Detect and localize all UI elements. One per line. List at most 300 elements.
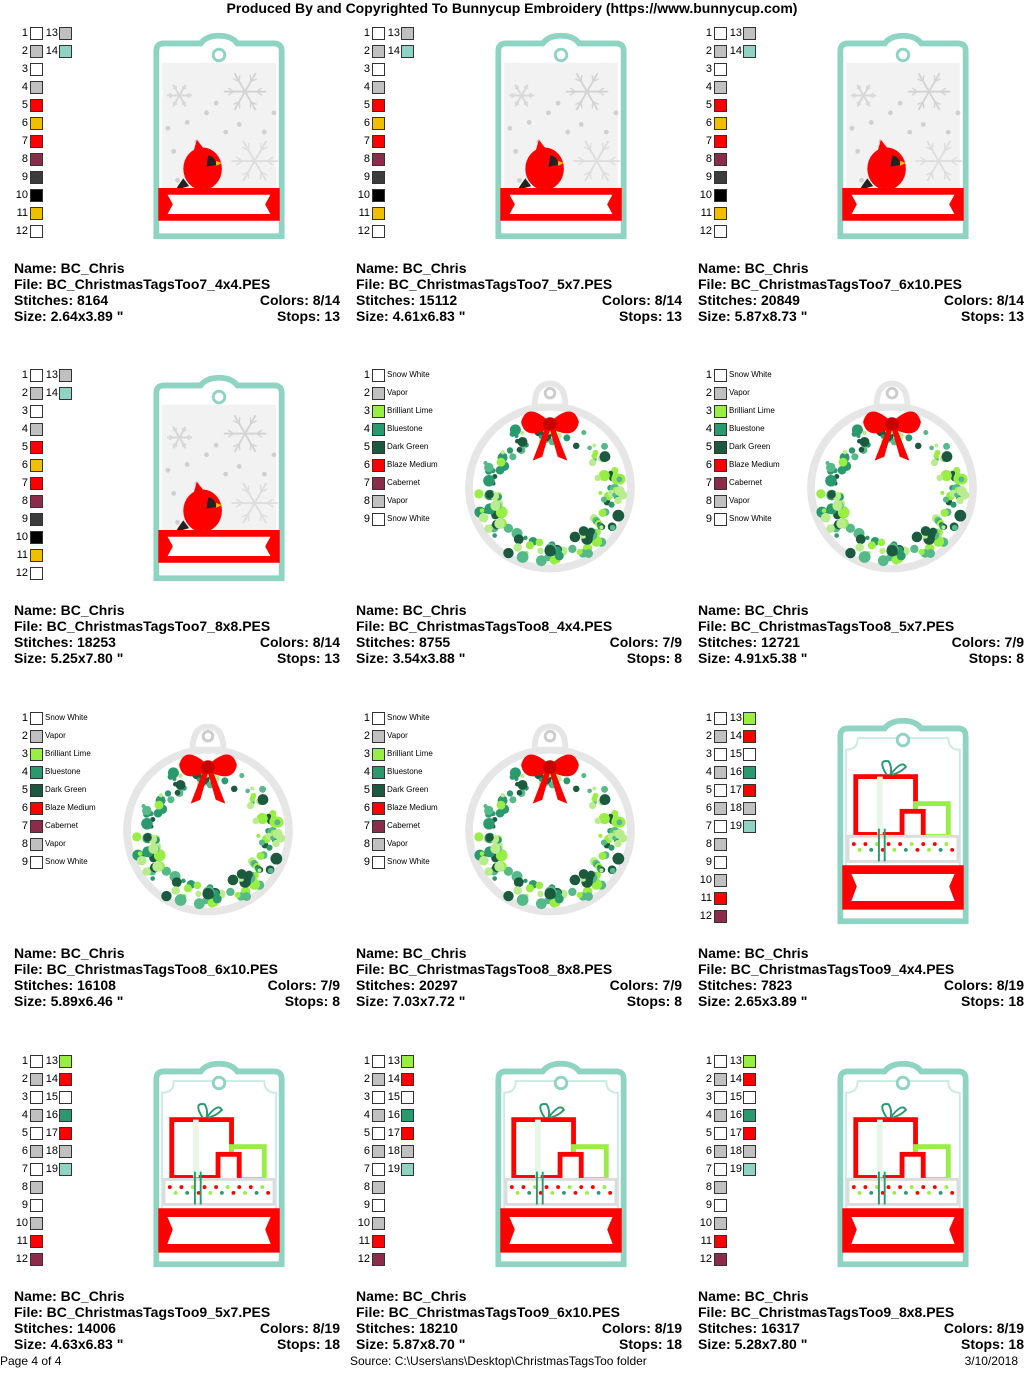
- palette-number: 18: [386, 1145, 400, 1158]
- palette-number: 9: [356, 513, 370, 526]
- palette-number: 1: [14, 369, 28, 382]
- color-swatch: [30, 549, 43, 562]
- palette-number: 17: [386, 1127, 400, 1140]
- color-swatch: [372, 495, 385, 508]
- design-size: Size: 5.87x8.70 ": [356, 1336, 465, 1352]
- palette-number: 2: [698, 730, 712, 743]
- palette-row: [356, 802, 476, 816]
- palette-number: 8: [356, 495, 370, 508]
- palette-row: [356, 387, 476, 401]
- palette-row: [356, 189, 476, 203]
- palette-row: [386, 1055, 446, 1069]
- stop-count: Stops: 13: [277, 650, 340, 666]
- palette-number: 6: [698, 459, 712, 472]
- palette-row: [44, 1127, 104, 1141]
- color-swatch: [401, 1091, 414, 1104]
- design-card: [14, 1054, 354, 1384]
- color-swatch: [401, 1055, 414, 1068]
- color-swatch: [372, 1163, 385, 1176]
- palette-number: 3: [698, 63, 712, 76]
- palette-number: 14: [386, 1073, 400, 1086]
- file-name: File: BC_ChristmasTagsToo8_4x4.PES: [356, 618, 612, 634]
- info-line: [698, 602, 1024, 618]
- color-swatch: [372, 63, 385, 76]
- palette-row: [728, 712, 788, 726]
- palette-row: [14, 405, 134, 419]
- design-size: Size: 4.63x6.83 ": [14, 1336, 123, 1352]
- color-swatch: [30, 748, 43, 761]
- palette-number: 2: [356, 1073, 370, 1086]
- palette-row: [14, 477, 134, 491]
- design-card: [14, 26, 354, 356]
- palette-row: [44, 1109, 104, 1123]
- palette-number: 19: [728, 820, 742, 833]
- color-swatch: [714, 99, 727, 112]
- color-swatch: [714, 1253, 727, 1266]
- color-swatch: [30, 1199, 43, 1212]
- palette-number: 14: [728, 45, 742, 58]
- thread-name: Bluestone: [387, 423, 423, 435]
- color-swatch: [372, 423, 385, 436]
- color-swatch: [743, 1145, 756, 1158]
- palette-number: 4: [698, 1109, 712, 1122]
- palette-row: [14, 856, 134, 870]
- thread-name: Cabernet: [387, 820, 420, 832]
- palette-number: 1: [14, 1055, 28, 1068]
- thread-name: Vapor: [387, 387, 408, 399]
- palette-number: 8: [698, 153, 712, 166]
- palette-number: 6: [356, 459, 370, 472]
- stop-count: Stops: 13: [619, 308, 682, 324]
- palette-row: [698, 441, 818, 455]
- stop-count: Stops: 13: [277, 308, 340, 324]
- stop-count: Stops: 8: [627, 993, 682, 1009]
- color-swatch: [714, 171, 727, 184]
- file-name: File: BC_ChristmasTagsToo7_8x8.PES: [14, 618, 270, 634]
- palette-number: 10: [698, 1217, 712, 1230]
- palette-number: 3: [356, 405, 370, 418]
- palette-row: [14, 117, 134, 131]
- cardinal-tag-preview: [830, 28, 976, 242]
- palette-number: 10: [356, 1217, 370, 1230]
- design-info: [14, 602, 340, 666]
- palette-row: [14, 495, 134, 509]
- palette-number: 13: [386, 27, 400, 40]
- file-name: File: BC_ChristmasTagsToo7_4x4.PES: [14, 276, 270, 292]
- design-info: [14, 945, 340, 1009]
- color-swatch: [743, 748, 756, 761]
- palette-row: [14, 748, 134, 762]
- color-swatch: [59, 369, 72, 382]
- stitch-count: Stitches: 16317: [698, 1320, 800, 1336]
- file-name: File: BC_ChristmasTagsToo9_5x7.PES: [14, 1304, 270, 1320]
- palette-row: [44, 387, 104, 401]
- palette-number: 10: [698, 874, 712, 887]
- color-swatch: [30, 1055, 43, 1068]
- color-swatch: [30, 766, 43, 779]
- palette-number: 8: [14, 838, 28, 851]
- thread-name: Bluestone: [45, 766, 81, 778]
- palette-row: [728, 1055, 788, 1069]
- palette-number: 1: [698, 27, 712, 40]
- design-info: [356, 1288, 682, 1352]
- palette-number: 18: [728, 1145, 742, 1158]
- info-line: [698, 1304, 1024, 1320]
- palette-number: 17: [728, 1127, 742, 1140]
- stop-count: Stops: 18: [619, 1336, 682, 1352]
- color-swatch: [59, 1145, 72, 1158]
- info-line: [14, 618, 340, 634]
- palette-row: [14, 171, 134, 185]
- palette-row: [698, 1199, 818, 1213]
- palette-row: [356, 171, 476, 185]
- palette-row: [14, 802, 134, 816]
- palette-number: 7: [14, 477, 28, 490]
- palette-row: [728, 1073, 788, 1087]
- palette-number: 4: [14, 81, 28, 94]
- palette-row: [698, 369, 818, 383]
- color-swatch: [30, 45, 43, 58]
- info-line: [698, 961, 1024, 977]
- palette-row: [698, 856, 818, 870]
- thread-name: Bluestone: [729, 423, 765, 435]
- info-line: [698, 945, 1024, 961]
- info-line: [698, 1288, 1024, 1304]
- palette-number: 12: [356, 1253, 370, 1266]
- thread-name: Vapor: [387, 838, 408, 850]
- info-line: [356, 977, 682, 993]
- design-info: [14, 260, 340, 324]
- palette-number: 15: [44, 1091, 58, 1104]
- palette-row: [356, 63, 476, 77]
- design-info: [356, 602, 682, 666]
- wreath-ornament-preview: [804, 370, 980, 584]
- design-size: Size: 5.25x7.80 ": [14, 650, 123, 666]
- palette-row: [728, 784, 788, 798]
- color-swatch: [30, 441, 43, 454]
- design-name: Name: BC_Chris: [698, 945, 808, 961]
- palette-row: [698, 1217, 818, 1231]
- color-count: Colors: 8/19: [260, 1320, 340, 1336]
- palette-number: 16: [386, 1109, 400, 1122]
- design-size: Size: 2.65x3.89 ": [698, 993, 807, 1009]
- design-info: [14, 1288, 340, 1352]
- palette-row: [728, 27, 788, 41]
- thread-name: Vapor: [729, 387, 750, 399]
- info-line: [356, 260, 682, 276]
- palette-number: 8: [356, 153, 370, 166]
- palette-row: [698, 838, 818, 852]
- color-swatch: [714, 1163, 727, 1176]
- palette-row: [14, 820, 134, 834]
- palette-row: [356, 513, 476, 527]
- color-swatch: [30, 171, 43, 184]
- color-swatch: [372, 513, 385, 526]
- wreath-ornament-preview: [462, 370, 638, 584]
- palette-number: 13: [728, 27, 742, 40]
- palette-number: 9: [698, 1199, 712, 1212]
- color-swatch: [401, 1145, 414, 1158]
- palette-row: [386, 1073, 446, 1087]
- palette-number: 13: [386, 1055, 400, 1068]
- design-size: Size: 4.91x5.38 ": [698, 650, 807, 666]
- color-swatch: [30, 856, 43, 869]
- palette-number: 2: [14, 1073, 28, 1086]
- wreath-ornament-preview: [462, 713, 638, 927]
- palette-number: 3: [356, 63, 370, 76]
- palette-row: [728, 1145, 788, 1159]
- palette-number: 6: [698, 802, 712, 815]
- palette-row: [698, 153, 818, 167]
- palette-number: 4: [14, 766, 28, 779]
- color-swatch: [59, 1073, 72, 1086]
- color-swatch: [714, 225, 727, 238]
- palette-row: [44, 1163, 104, 1177]
- info-line: [698, 977, 1024, 993]
- palette-number: 14: [44, 1073, 58, 1086]
- design-size: Size: 5.28x7.80 ": [698, 1336, 807, 1352]
- design-name: Name: BC_Chris: [14, 945, 124, 961]
- color-swatch: [30, 27, 43, 40]
- palette-number: 12: [698, 225, 712, 238]
- palette-number: 14: [728, 730, 742, 743]
- palette-row: [386, 27, 446, 41]
- design-name: Name: BC_Chris: [14, 1288, 124, 1304]
- color-swatch: [714, 477, 727, 490]
- palette-number: 6: [698, 117, 712, 130]
- palette-number: 13: [728, 712, 742, 725]
- file-name: File: BC_ChristmasTagsToo7_6x10.PES: [698, 276, 962, 292]
- palette-number: 1: [698, 712, 712, 725]
- palette-row: [356, 1217, 476, 1231]
- color-swatch: [714, 495, 727, 508]
- thread-name: Vapor: [387, 495, 408, 507]
- palette-number: 5: [14, 1127, 28, 1140]
- palette-number: 2: [356, 45, 370, 58]
- stitch-count: Stitches: 18253: [14, 634, 116, 650]
- color-swatch: [372, 387, 385, 400]
- palette-number: 2: [14, 387, 28, 400]
- info-line: [356, 602, 682, 618]
- color-count: Colors: 8/19: [602, 1320, 682, 1336]
- thread-name: Snow White: [729, 369, 772, 381]
- palette-number: 5: [356, 1127, 370, 1140]
- palette-number: 7: [356, 1163, 370, 1176]
- palette-number: 7: [698, 135, 712, 148]
- color-swatch: [714, 1217, 727, 1230]
- design-size: Size: 3.54x3.88 ": [356, 650, 465, 666]
- palette-number: 2: [698, 387, 712, 400]
- palette-row: [14, 531, 134, 545]
- palette-number: 8: [356, 838, 370, 851]
- color-swatch: [30, 225, 43, 238]
- color-swatch: [30, 1073, 43, 1086]
- palette-row: [44, 1145, 104, 1159]
- design-size: Size: 2.64x3.89 ": [14, 308, 123, 324]
- palette-number: 16: [44, 1109, 58, 1122]
- info-line: [14, 1336, 340, 1352]
- thread-name: Blaze Medium: [45, 802, 96, 814]
- palette-row: [14, 549, 134, 563]
- palette-row: [356, 135, 476, 149]
- palette-number: 12: [698, 910, 712, 923]
- color-swatch: [372, 405, 385, 418]
- design-name: Name: BC_Chris: [14, 260, 124, 276]
- palette-number: 9: [698, 513, 712, 526]
- color-swatch: [30, 784, 43, 797]
- palette-number: 8: [14, 153, 28, 166]
- palette-number: 4: [356, 423, 370, 436]
- palette-number: 9: [14, 856, 28, 869]
- color-swatch: [372, 1181, 385, 1194]
- color-swatch: [714, 1109, 727, 1122]
- thread-name: Vapor: [387, 730, 408, 742]
- color-count: Colors: 8/14: [260, 292, 340, 308]
- palette-number: 19: [728, 1163, 742, 1176]
- palette-row: [356, 1181, 476, 1195]
- info-line: [356, 1288, 682, 1304]
- info-line: [14, 602, 340, 618]
- palette-row: [386, 1127, 446, 1141]
- palette-number: 7: [14, 820, 28, 833]
- color-swatch: [714, 802, 727, 815]
- color-swatch: [743, 802, 756, 815]
- palette-number: 7: [14, 1163, 28, 1176]
- print-date: 3/10/2018: [965, 1354, 1018, 1368]
- color-swatch: [372, 441, 385, 454]
- color-swatch: [401, 1127, 414, 1140]
- color-swatch: [30, 820, 43, 833]
- palette-number: 6: [698, 1145, 712, 1158]
- palette-number: 1: [356, 1055, 370, 1068]
- design-info: [698, 945, 1024, 1009]
- color-swatch: [714, 892, 727, 905]
- info-line: [356, 1320, 682, 1336]
- info-line: [698, 650, 1024, 666]
- palette-row: [44, 1055, 104, 1069]
- palette-number: 14: [44, 387, 58, 400]
- color-swatch: [714, 784, 727, 797]
- file-name: File: BC_ChristmasTagsToo8_5x7.PES: [698, 618, 954, 634]
- color-swatch: [743, 27, 756, 40]
- palette-number: 4: [698, 423, 712, 436]
- palette-row: [698, 405, 818, 419]
- thread-name: Dark Green: [45, 784, 86, 796]
- palette-number: 7: [698, 820, 712, 833]
- stitch-count: Stitches: 8164: [14, 292, 108, 308]
- color-swatch: [743, 820, 756, 833]
- palette-row: [356, 423, 476, 437]
- palette-number: 12: [14, 567, 28, 580]
- color-swatch: [372, 802, 385, 815]
- palette-row: [356, 207, 476, 221]
- palette-row: [356, 369, 476, 383]
- palette-row: [356, 1253, 476, 1267]
- color-swatch: [372, 27, 385, 40]
- color-swatch: [743, 1055, 756, 1068]
- palette-number: 1: [14, 27, 28, 40]
- color-swatch: [714, 730, 727, 743]
- page-header: Produced By and Copyrighted To Bunnycup Embroidery (https://www.bunnycup.com): [0, 0, 1024, 16]
- palette-number: 1: [698, 369, 712, 382]
- gift-tag-preview: [830, 1056, 976, 1270]
- color-swatch: [372, 189, 385, 202]
- info-line: [698, 260, 1024, 276]
- palette-row: [698, 495, 818, 509]
- stop-count: Stops: 18: [961, 993, 1024, 1009]
- color-swatch: [30, 1091, 43, 1104]
- color-swatch: [401, 27, 414, 40]
- design-info: [356, 260, 682, 324]
- wreath-ornament-preview: [120, 713, 296, 927]
- palette-number: 11: [698, 892, 712, 905]
- stitch-count: Stitches: 7823: [698, 977, 792, 993]
- info-line: [698, 634, 1024, 650]
- palette-number: 3: [14, 405, 28, 418]
- palette-number: 17: [728, 784, 742, 797]
- info-line: [356, 618, 682, 634]
- color-swatch: [372, 1055, 385, 1068]
- palette-number: 5: [14, 441, 28, 454]
- color-swatch: [30, 1253, 43, 1266]
- info-line: [14, 993, 340, 1009]
- thread-name: Snow White: [387, 513, 430, 525]
- color-swatch: [372, 820, 385, 833]
- color-swatch: [372, 856, 385, 869]
- design-name: Name: BC_Chris: [14, 602, 124, 618]
- design-card: [356, 368, 696, 698]
- color-swatch: [372, 838, 385, 851]
- palette-row: [698, 874, 818, 888]
- palette-number: 3: [698, 748, 712, 761]
- palette-row: [356, 766, 476, 780]
- color-swatch: [30, 1217, 43, 1230]
- palette-row: [356, 712, 476, 726]
- thread-name: Snow White: [387, 712, 430, 724]
- palette-row: [14, 838, 134, 852]
- palette-row: [728, 1127, 788, 1141]
- color-swatch: [30, 567, 43, 580]
- palette-number: 3: [698, 405, 712, 418]
- color-swatch: [714, 387, 727, 400]
- info-line: [14, 308, 340, 324]
- color-swatch: [30, 405, 43, 418]
- palette-row: [14, 459, 134, 473]
- color-swatch: [714, 1145, 727, 1158]
- info-line: [356, 292, 682, 308]
- color-swatch: [714, 1199, 727, 1212]
- info-line: [698, 292, 1024, 308]
- gift-tag-preview: [830, 713, 976, 927]
- palette-number: 1: [698, 1055, 712, 1068]
- design-card: [356, 1054, 696, 1384]
- stitch-count: Stitches: 18210: [356, 1320, 458, 1336]
- color-swatch: [30, 495, 43, 508]
- info-line: [14, 276, 340, 292]
- stop-count: Stops: 8: [627, 650, 682, 666]
- color-swatch: [372, 766, 385, 779]
- color-count: Colors: 8/14: [944, 292, 1024, 308]
- color-swatch: [30, 369, 43, 382]
- color-swatch: [30, 1145, 43, 1158]
- palette-row: [698, 207, 818, 221]
- palette-row: [698, 63, 818, 77]
- palette-number: 10: [14, 189, 28, 202]
- design-info: [698, 1288, 1024, 1352]
- palette-number: 5: [356, 99, 370, 112]
- palette-number: 4: [698, 81, 712, 94]
- color-swatch: [30, 207, 43, 220]
